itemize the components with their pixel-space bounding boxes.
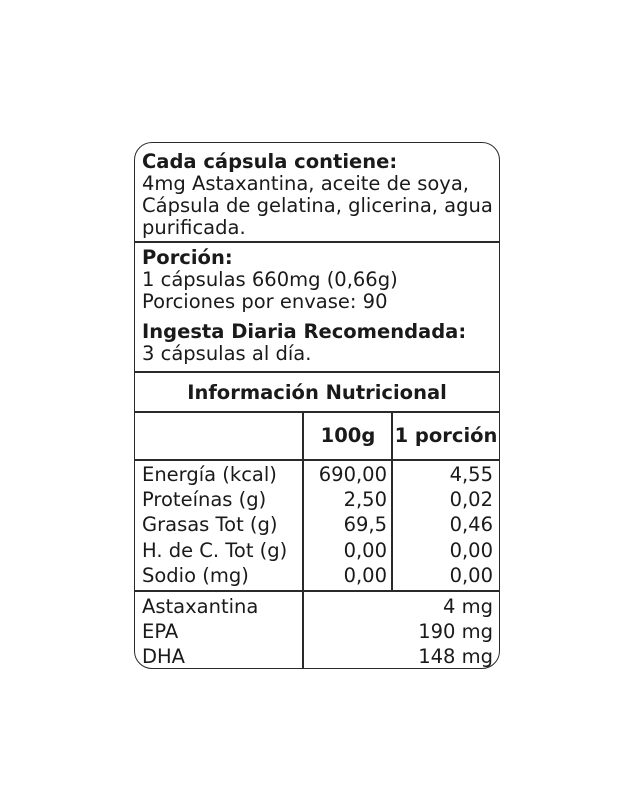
composition-line: Cápsula de gelatina, glicerina, agua	[142, 194, 493, 217]
composition-line: 4mg Astaxantina, aceite de soya,	[142, 172, 469, 195]
nutrient-portion-value: 0,02	[449, 488, 493, 512]
nutrient-labels	[142, 462, 287, 588]
nutrient-label: Sodio (mg)	[142, 563, 249, 587]
divider	[135, 241, 499, 243]
daily-intake-heading: Ingesta Diaria Recomendada:	[142, 320, 467, 343]
column-divider	[302, 411, 304, 591]
nutrient-label: H. de C. Tot (g)	[142, 538, 288, 562]
portion-heading: Porción:	[142, 246, 233, 269]
nutrient-100g-value: 690,00	[318, 463, 387, 486]
nutrient-label: Energía (kcal)	[142, 463, 277, 486]
composition-section	[142, 151, 493, 239]
extra-label: DHA	[142, 645, 186, 669]
portion-line: 1 cápsulas 660mg (0,66g)	[142, 268, 398, 291]
nutrient-100g-value: 0,00	[343, 563, 387, 587]
nutrition-label	[134, 142, 500, 669]
nutrient-label: Grasas Tot (g)	[142, 513, 278, 537]
nutrient-portion-value: 0,46	[449, 513, 493, 537]
nutrient-portion-value: 0,00	[449, 563, 493, 587]
nutrient-100g-values	[305, 462, 387, 588]
extras-labels	[142, 594, 258, 669]
nutrient-portion-value: 0,00	[449, 538, 493, 562]
portion-section	[142, 247, 398, 313]
extras-values	[305, 594, 493, 669]
column-divider	[302, 590, 304, 669]
nutrient-label: Proteínas (g)	[142, 488, 267, 512]
extra-value: 190 mg	[418, 620, 493, 644]
portion-line: Porciones por envase: 90	[142, 290, 388, 313]
extra-label: EPA	[142, 620, 179, 644]
nutrition-title: Información Nutricional	[187, 381, 447, 404]
composition-line: purificada.	[142, 216, 246, 239]
divider	[135, 411, 499, 413]
nutrient-portion-values	[395, 462, 493, 588]
nutrient-100g-value: 2,50	[343, 488, 387, 512]
column-header-portion: 1 porción	[394, 424, 498, 447]
divider	[135, 590, 499, 592]
divider	[135, 459, 499, 461]
column-header-100g: 100g	[320, 424, 376, 447]
extra-value: 4 mg	[443, 595, 493, 618]
composition-heading: Cada cápsula contiene:	[142, 150, 398, 173]
extra-value: 148 mg	[418, 645, 493, 669]
nutrient-portion-value: 4,55	[449, 463, 493, 486]
nutrient-100g-value: 0,00	[343, 538, 387, 562]
daily-intake-section	[142, 321, 466, 365]
daily-intake-line: 3 cápsulas al día.	[142, 342, 312, 365]
extra-label: Astaxantina	[142, 595, 259, 618]
nutrient-100g-value: 69,5	[343, 513, 387, 537]
column-divider	[391, 411, 393, 591]
divider	[135, 371, 499, 373]
